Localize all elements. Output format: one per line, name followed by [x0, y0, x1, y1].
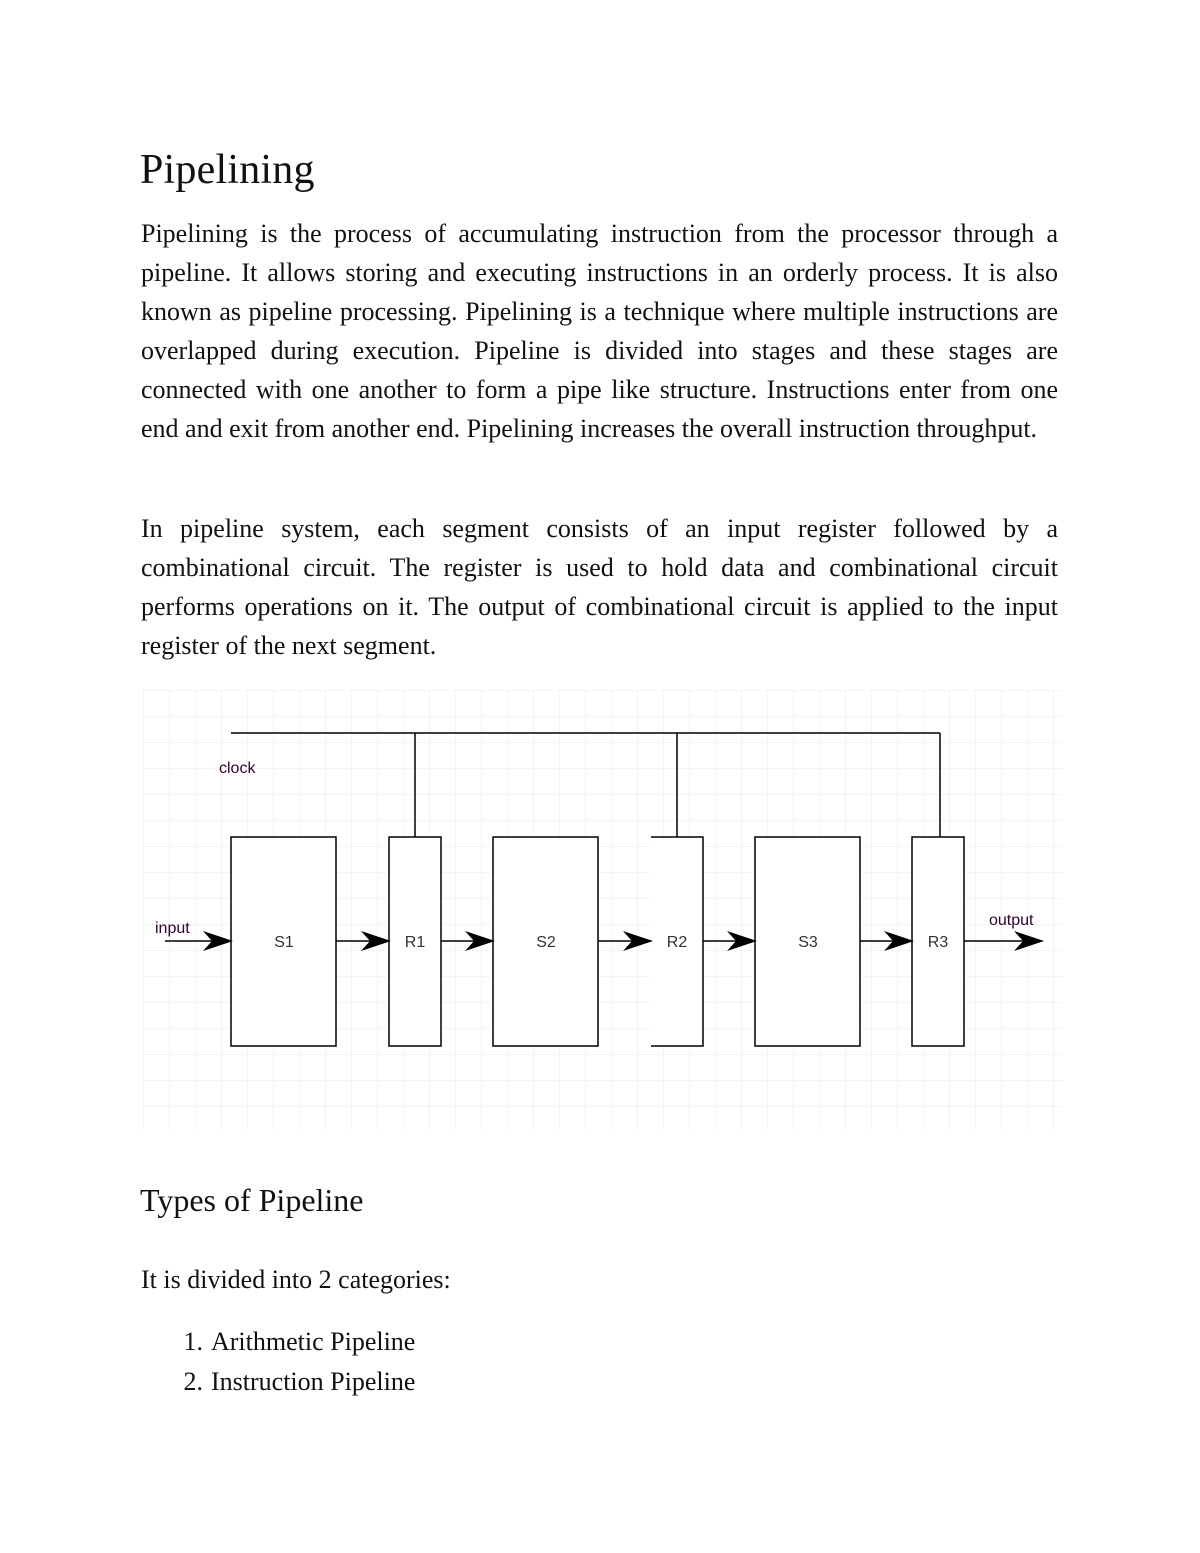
section-heading-types: Types of Pipeline: [140, 1182, 364, 1218]
stage-block-s1: [231, 837, 336, 1046]
list-item: [141, 1362, 415, 1402]
register-block-r2: [651, 837, 703, 1046]
input-label: input: [155, 920, 190, 937]
clock-label: clock: [219, 760, 256, 777]
output-label: output: [989, 912, 1034, 929]
stage-block-s3: [755, 837, 860, 1046]
list-item-text: Arithmetic Pipeline: [211, 1327, 416, 1356]
document-title: Pipelining: [140, 147, 315, 193]
stage-block-s2: [493, 837, 598, 1046]
register-block-r1: [389, 837, 441, 1046]
pipeline-diagram: [143, 690, 1062, 1130]
stage-label-s1: S1: [274, 934, 294, 951]
list-item-text: Instruction Pipeline: [211, 1367, 416, 1396]
paragraph-segments: In pipeline system, each segment consists of an input register followed by a combinational circuit. The register is used to hold data and combinational circuit performs operations on it. The output of combinational circuit is applied to the input register of the next segment.: [141, 514, 1058, 660]
stage-label-s3: S3: [798, 934, 818, 951]
pipeline-types-list: [141, 1322, 415, 1402]
register-label-r3: R3: [927, 934, 949, 951]
stage-label-s2: S2: [536, 934, 556, 951]
list-item: [141, 1322, 415, 1362]
pipeline-diagram-svg: [143, 690, 1062, 1130]
paragraph-intro: Pipelining is the process of accumulating instruction from the processor through a pipeline. It allows storing and executing instructions in an orderly process. It is also known as pipeline processing. Pipelining is a technique where multiple instructions are overlapped during execution. Pipeline is divided into stages and these stages are connected with one another to form a pipe like structure. Instructions enter from one end and exit from another end. Pipelining increases the overall instruction throughput.: [141, 219, 1058, 443]
list-item-number: 1.: [183, 1327, 203, 1356]
list-item-number: 2.: [183, 1367, 203, 1396]
categories-intro: It is divided into 2 categories:: [141, 1265, 451, 1294]
register-label-r2: R2: [666, 934, 688, 951]
register-label-r1: R1: [404, 934, 426, 951]
register-block-r3: [912, 837, 964, 1046]
